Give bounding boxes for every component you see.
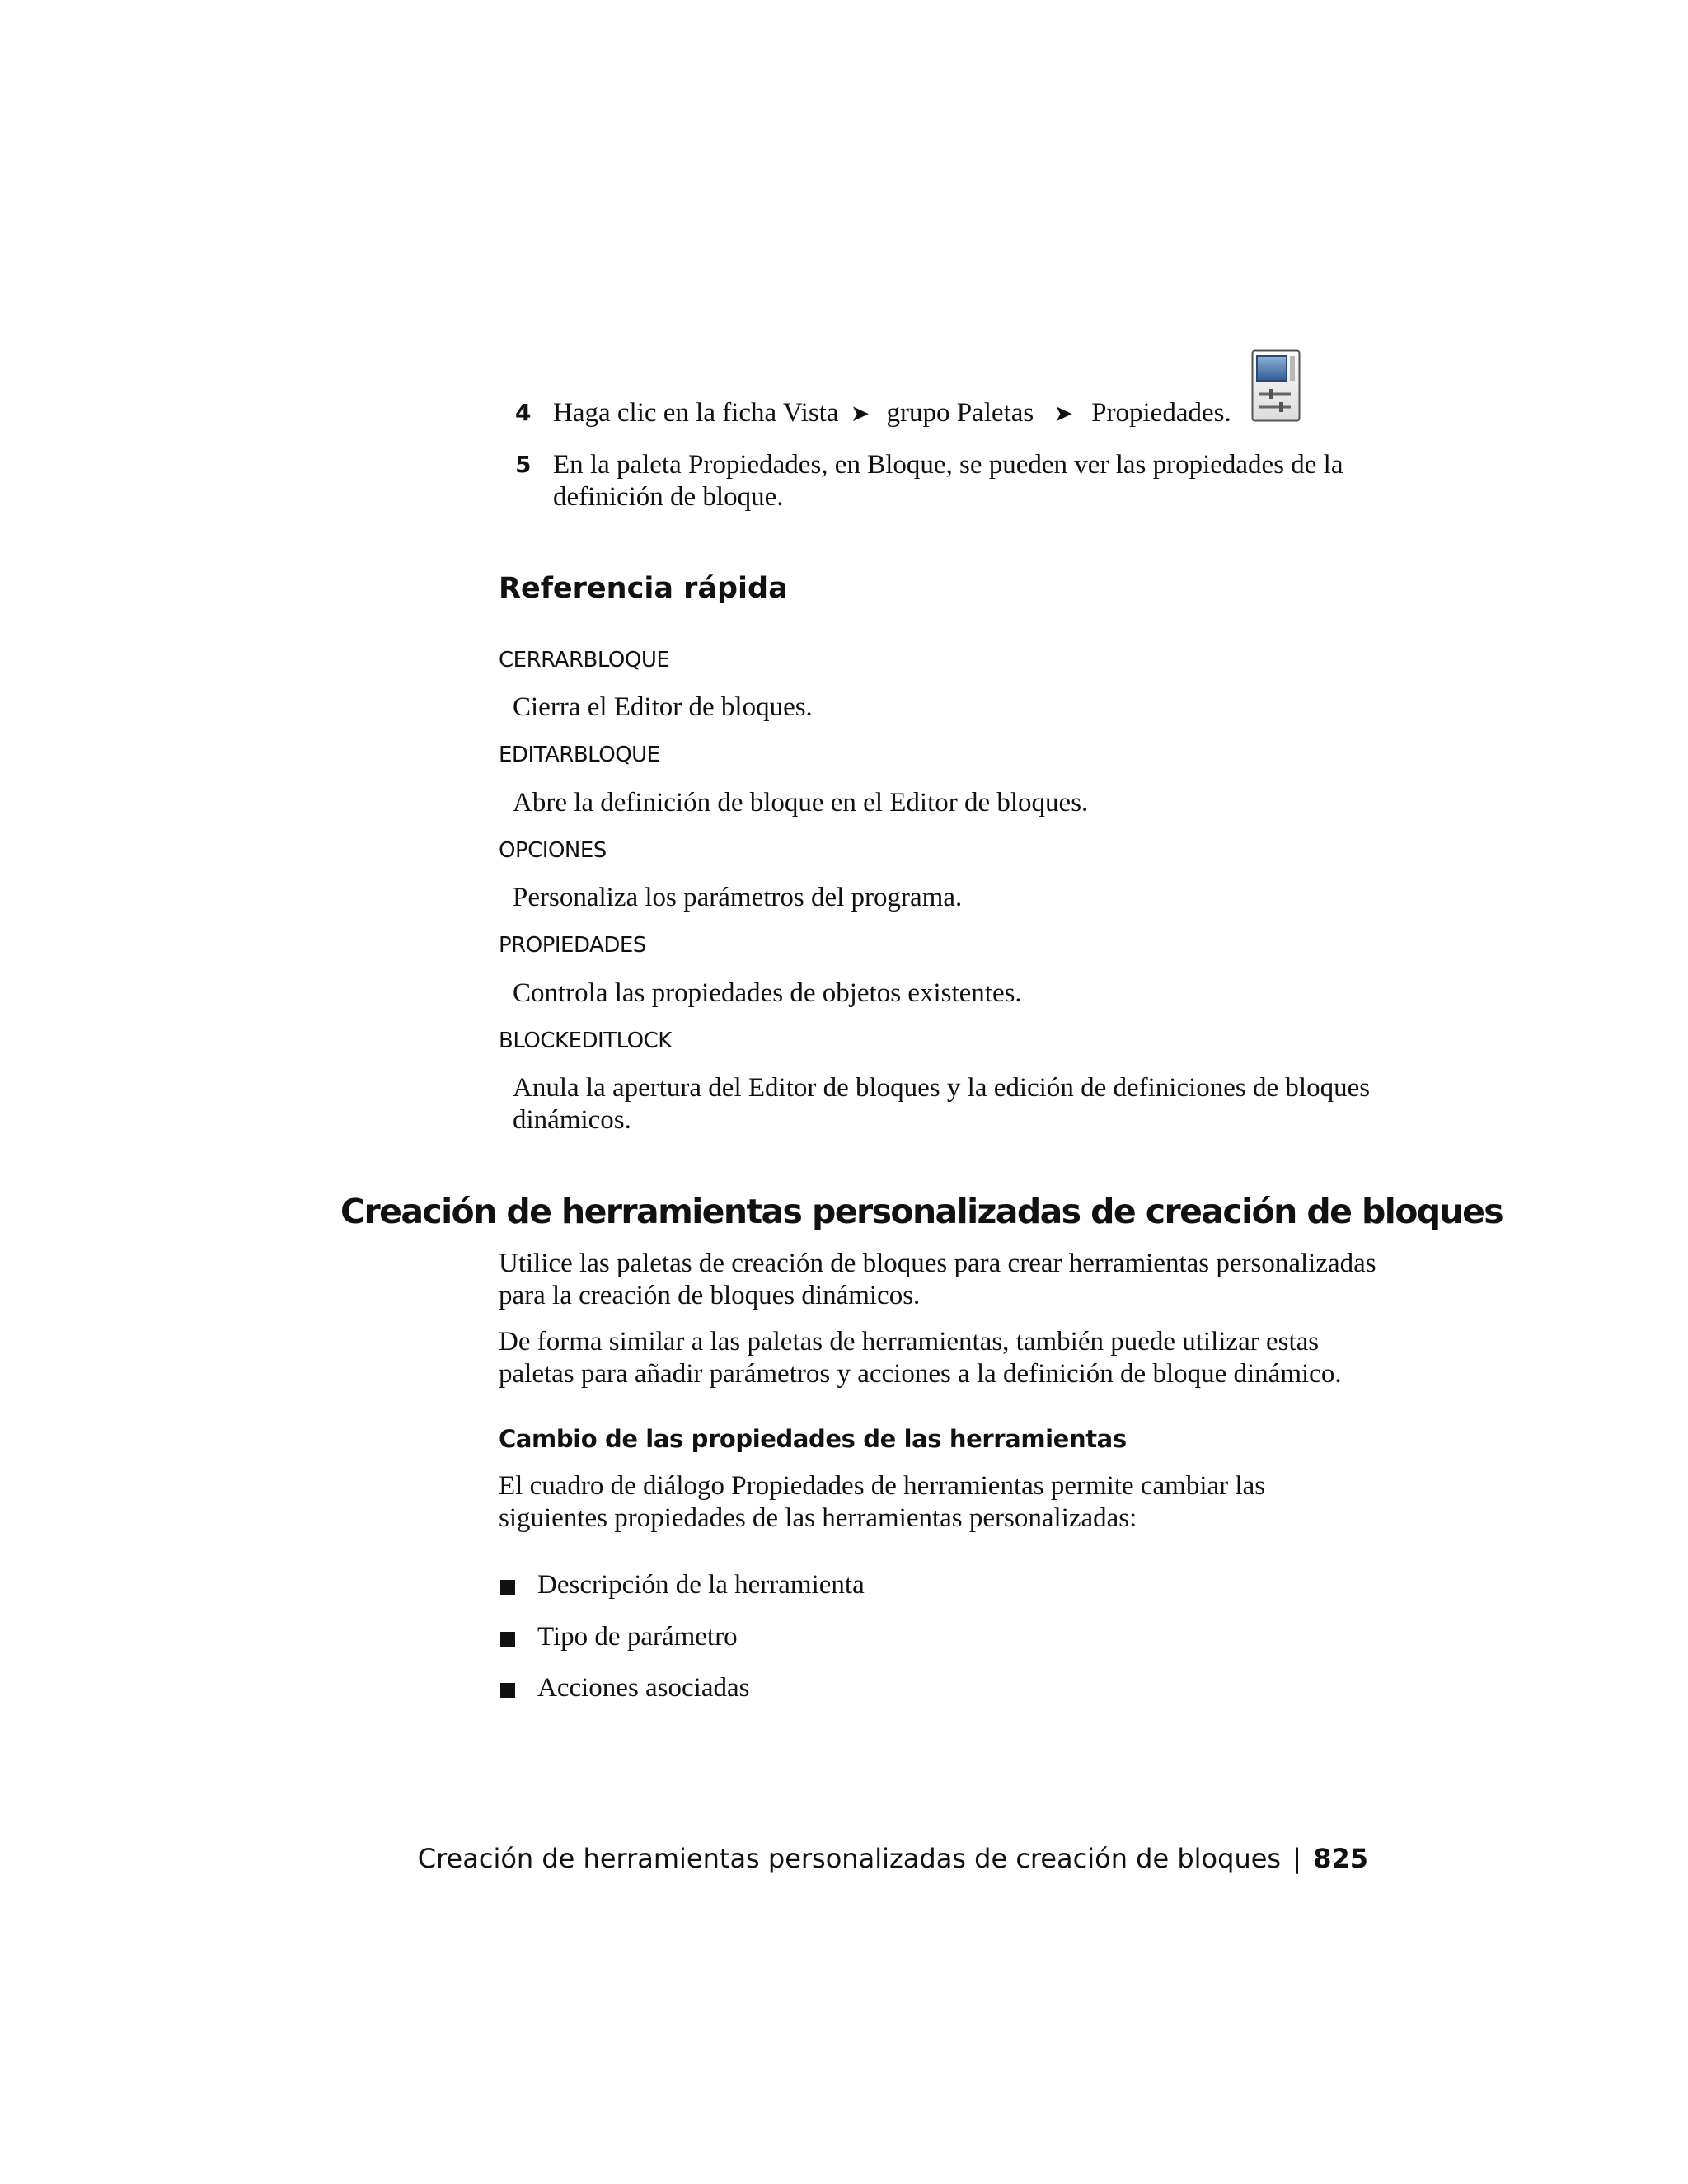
command-description-line: Anula la apertura del Editor de bloques y la edición de definiciones de bloques xyxy=(513,1073,1371,1103)
properties-palette-icon xyxy=(1251,349,1301,422)
page-number: 825 xyxy=(1313,1843,1368,1874)
page-footer xyxy=(418,1843,1368,1874)
command-description: Cierra el Editor de bloques. xyxy=(513,692,813,722)
command-name: BLOCKEDITLOCK xyxy=(499,1029,672,1053)
footer-title: Creación de herramientas personalizadas de creación de bloques xyxy=(417,1843,1282,1874)
command-description: Abre la definición de bloque en el Editor de bloques. xyxy=(513,788,1089,818)
step-number: 5 xyxy=(515,451,532,478)
quick-reference-heading: Referencia rápida xyxy=(499,572,788,605)
command-name: PROPIEDADES xyxy=(499,933,646,958)
command-name: CERRARBLOQUE xyxy=(499,648,670,673)
paragraph-line: El cuadro de diálogo Propiedades de herramientas permite cambiar las xyxy=(499,1471,1266,1501)
command-name: OPCIONES xyxy=(499,838,607,863)
bullet-item: Tipo de parámetro xyxy=(537,1622,738,1652)
subsection-paragraph xyxy=(499,1470,1389,1535)
command-description: Personaliza los parámetros del programa. xyxy=(513,883,963,912)
step-4-part-propiedades: Propiedades. xyxy=(1091,398,1231,428)
step-number: 4 xyxy=(515,399,532,426)
command-description: Controla las propiedades de objetos existentes. xyxy=(513,978,1022,1008)
command-description xyxy=(513,1072,1386,1137)
bullet-square-icon xyxy=(500,1632,515,1647)
bullet-item: Acciones asociadas xyxy=(537,1673,750,1703)
bullet-item: Descripción de la herramienta xyxy=(537,1570,865,1600)
footer-separator: | xyxy=(1292,1843,1302,1874)
paragraph-line: De forma similar a las paletas de herramientas, también puede utilizar estas xyxy=(499,1327,1320,1357)
command-description-line: dinámicos. xyxy=(513,1105,631,1135)
arrow-separator-icon: ➤ xyxy=(1053,400,1073,427)
step-4-part-ficha-vista: Haga clic en la ficha Vista xyxy=(553,398,839,428)
step-4-text xyxy=(553,397,1231,429)
section-paragraph xyxy=(499,1326,1389,1390)
paragraph-line: siguientes propiedades de las herramientas personalizadas: xyxy=(499,1503,1137,1533)
section-heading: Creación de herramientas personalizadas de creación de bloques xyxy=(340,1192,1503,1231)
arrow-separator-icon: ➤ xyxy=(850,400,870,427)
bullet-square-icon xyxy=(500,1683,515,1698)
bullet-square-icon xyxy=(500,1580,515,1595)
section-paragraph xyxy=(499,1248,1389,1312)
step-5-line: definición de bloque. xyxy=(553,482,784,512)
step-5-text xyxy=(553,449,1386,513)
paragraph-line: para la creación de bloques dinámicos. xyxy=(499,1281,921,1310)
step-4-part-grupo-paletas: grupo Paletas xyxy=(886,398,1034,428)
command-name: EDITARBLOQUE xyxy=(499,743,660,767)
step-5-line: En la paleta Propiedades, en Bloque, se pueden ver las propiedades de la xyxy=(553,450,1343,480)
paragraph-line: Utilice las paletas de creación de bloques para crear herramientas personalizadas xyxy=(499,1249,1376,1278)
subsection-heading: Cambio de las propiedades de las herramientas xyxy=(499,1425,1127,1453)
paragraph-line: paletas para añadir parámetros y acciones a la definición de bloque dinámico. xyxy=(499,1359,1342,1389)
